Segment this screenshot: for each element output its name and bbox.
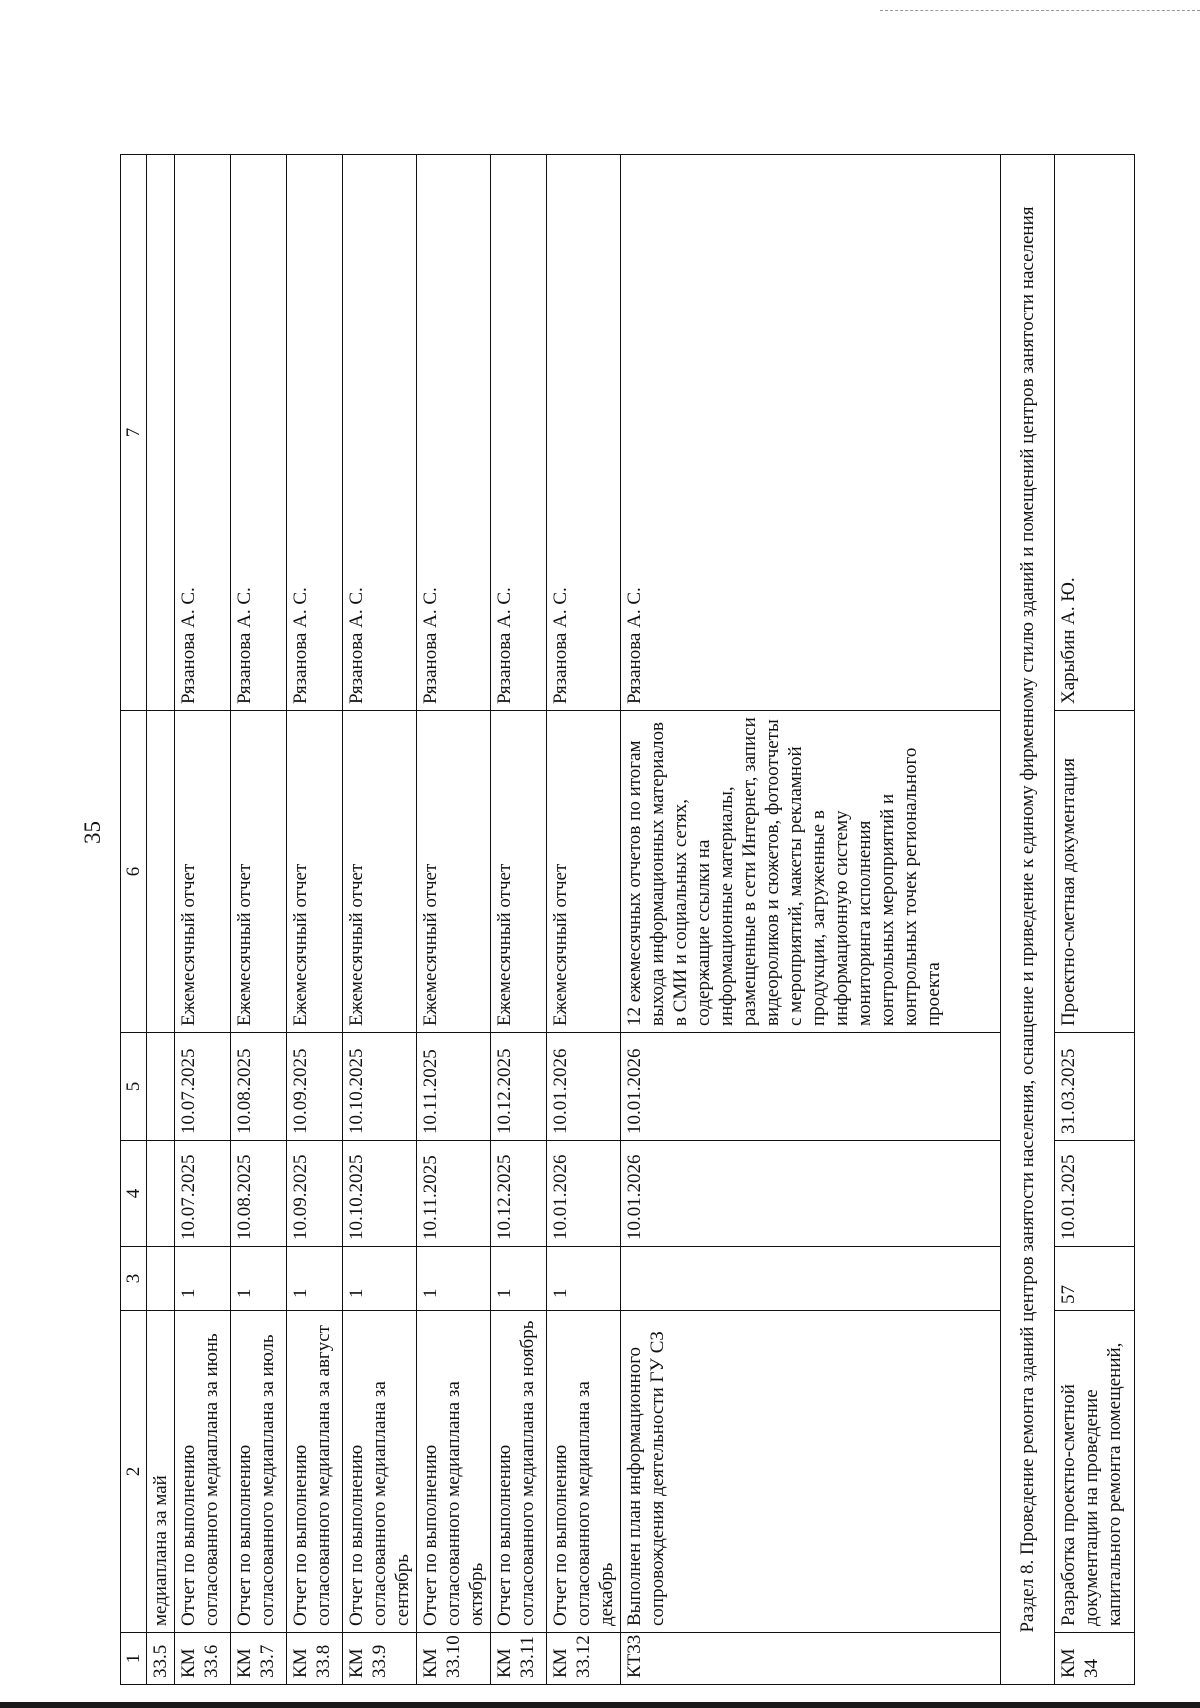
row-code: КМ 33.6 — [175, 1633, 231, 1685]
table-row — [175, 155, 231, 1685]
table-row — [231, 155, 287, 1685]
row-start — [147, 1141, 175, 1247]
row-start: 10.01.2025 — [1055, 1141, 1135, 1247]
row-name: Отчет по выполнению согласованного медиаплана за декабрь — [547, 1311, 621, 1633]
row-name: медиаплана за май — [147, 1311, 175, 1633]
header-cell: 3 — [121, 1247, 147, 1311]
row-name: Отчет по выполнению согласованного медиаплана за август — [287, 1311, 343, 1633]
row-qty: 1 — [547, 1247, 621, 1311]
table-row — [417, 155, 491, 1685]
header-cell: 6 — [121, 711, 147, 1033]
row-end: 10.09.2025 — [287, 1033, 343, 1141]
header-cell: 4 — [121, 1141, 147, 1247]
row-responsible — [147, 155, 175, 711]
row-start: 10.01.2026 — [547, 1141, 621, 1247]
row-result: Ежемесячный отчет — [343, 711, 417, 1033]
scan-artifact-line — [880, 10, 1200, 12]
row-end: 10.07.2025 — [175, 1033, 231, 1141]
row-result: 12 ежемесячных отчетов по итогам выхода информационных материалов в СМИ и социальных сетях, содержащие ссылки на информационные материалы, размещенные в сети Интернет, записи видеороликов и сюжетов, фотоотчеты с мероприятий, макеты рекламной продукции, загруженные в информационную систему мониторинга исполнения контрольных мероприятий и контрольных точек регионального проекта — [621, 711, 1001, 1033]
row-start: 10.08.2025 — [231, 1141, 287, 1247]
row-name: Выполнен план информационного сопровождения деятельности ГУ СЗ — [621, 1311, 1001, 1633]
row-name: Отчет по выполнению согласованного медиаплана за июнь — [175, 1311, 231, 1633]
table-row — [287, 155, 343, 1685]
row-code: КМ 33.9 — [343, 1633, 417, 1685]
scan-bottom-edge — [0, 1702, 1200, 1708]
row-responsible: Харыбин А. Ю. — [1055, 155, 1135, 711]
header-cell: 2 — [121, 1311, 147, 1633]
row-responsible: Рязанова А. С. — [491, 155, 547, 711]
row-responsible: Рязанова А. С. — [547, 155, 621, 711]
section-heading-row — [1001, 155, 1055, 1685]
row-end: 10.11.2025 — [417, 1033, 491, 1141]
row-result: Ежемесячный отчет — [231, 711, 287, 1033]
row-start: 10.11.2025 — [417, 1141, 491, 1247]
row-start: 10.07.2025 — [175, 1141, 231, 1247]
row-code: 33.5 — [147, 1633, 175, 1685]
row-start: 10.12.2025 — [491, 1141, 547, 1247]
row-code: КМ 33.11 — [491, 1633, 547, 1685]
row-qty — [147, 1247, 175, 1311]
row-qty: 1 — [287, 1247, 343, 1311]
row-qty: 1 — [417, 1247, 491, 1311]
plan-table — [120, 154, 1135, 1685]
row-qty: 1 — [343, 1247, 417, 1311]
row-end: 10.12.2025 — [491, 1033, 547, 1141]
row-name: Отчет по выполнению согласованного медиаплана за ноябрь — [491, 1311, 547, 1633]
header-cell: 1 — [121, 1633, 147, 1685]
row-code: КМ 33.12 — [547, 1633, 621, 1685]
row-result: Ежемесячный отчет — [287, 711, 343, 1033]
row-end: 10.01.2026 — [621, 1033, 1001, 1141]
row-qty — [621, 1247, 1001, 1311]
row-code: КМ 33.8 — [287, 1633, 343, 1685]
row-result: Ежемесячный отчет — [175, 711, 231, 1033]
row-responsible: Рязанова А. С. — [343, 155, 417, 711]
row-responsible: Рязанова А. С. — [621, 155, 1001, 711]
header-cell: 5 — [121, 1033, 147, 1141]
row-qty: 1 — [175, 1247, 231, 1311]
row-code: КМ 33.7 — [231, 1633, 287, 1685]
table-row — [1055, 155, 1135, 1685]
row-responsible: Рязанова А. С. — [175, 155, 231, 711]
row-qty: 1 — [491, 1247, 547, 1311]
table-row — [147, 155, 175, 1685]
row-responsible: Рязанова А. С. — [231, 155, 287, 711]
row-code: КМ 33.10 — [417, 1633, 491, 1685]
row-result — [147, 711, 175, 1033]
header-cell: 7 — [121, 155, 147, 711]
row-qty: 57 — [1055, 1247, 1135, 1311]
row-name: Отчет по выполнению согласованного медиаплана за сентябрь — [343, 1311, 417, 1633]
row-name: Отчет по выполнению согласованного медиаплана за октябрь — [417, 1311, 491, 1633]
row-code: КМ 34 — [1055, 1633, 1135, 1685]
header-row — [121, 155, 147, 1685]
row-end — [147, 1033, 175, 1141]
row-start: 10.10.2025 — [343, 1141, 417, 1247]
row-name: Разработка проектно-сметной документации на проведение капитального ремонта помещений, — [1055, 1311, 1135, 1633]
table-row — [621, 155, 1001, 1685]
page-number: 35 — [80, 821, 105, 844]
row-end: 10.01.2026 — [547, 1033, 621, 1141]
row-start: 10.01.2026 — [621, 1141, 1001, 1247]
row-result: Ежемесячный отчет — [417, 711, 491, 1033]
row-end: 31.03.2025 — [1055, 1033, 1135, 1141]
section-title: Раздел 8. Проведение ремонта зданий центров занятости населения, оснащение и приведение к единому фирменному стилю зданий и помещений центров занятости населения — [1001, 155, 1055, 1685]
table-row — [547, 155, 621, 1685]
row-end: 10.08.2025 — [231, 1033, 287, 1141]
row-result: Ежемесячный отчет — [547, 711, 621, 1033]
row-result: Проектно-сметная документация — [1055, 711, 1135, 1033]
row-name: Отчет по выполнению согласованного медиаплана за июль — [231, 1311, 287, 1633]
rotated-table-sheet — [120, 155, 1125, 1685]
row-responsible: Рязанова А. С. — [417, 155, 491, 711]
row-start: 10.09.2025 — [287, 1141, 343, 1247]
row-responsible: Рязанова А. С. — [287, 155, 343, 711]
row-qty: 1 — [231, 1247, 287, 1311]
table-row — [491, 155, 547, 1685]
row-code: КТ33 — [621, 1633, 1001, 1685]
row-end: 10.10.2025 — [343, 1033, 417, 1141]
row-result: Ежемесячный отчет — [491, 711, 547, 1033]
table-row — [343, 155, 417, 1685]
